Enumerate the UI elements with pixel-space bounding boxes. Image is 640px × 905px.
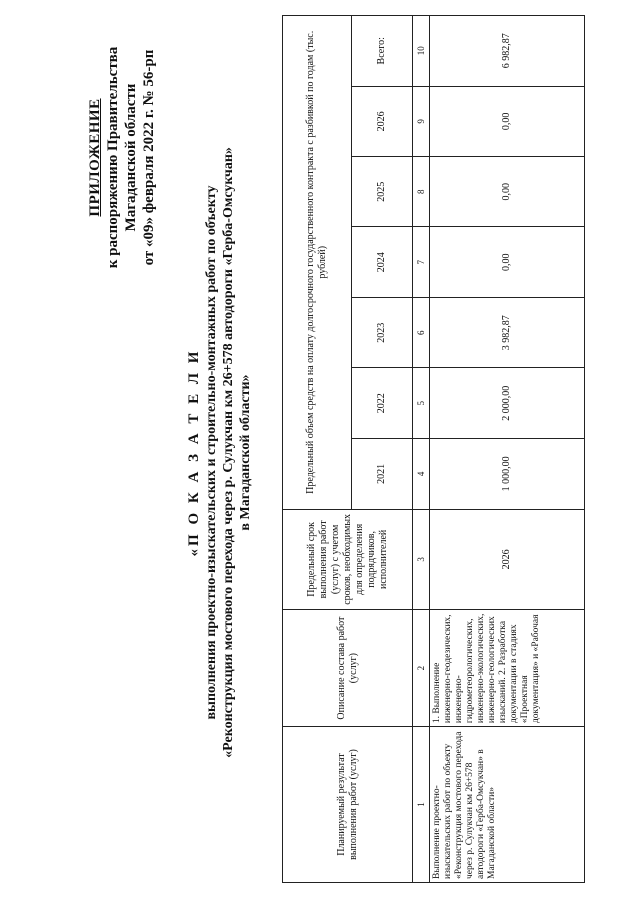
cell-value: 2 000,00 (430, 368, 585, 439)
header-result: Планируемый результат выполнения работ (услуг) (283, 727, 413, 883)
cell-result (430, 727, 585, 883)
column-number: 3 (413, 509, 430, 610)
cell-value: 0,00 (430, 86, 585, 156)
title-line-3: в Магаданской области» (238, 374, 253, 531)
cell-value: 3 982,87 (430, 297, 585, 368)
appendix-block (86, 10, 158, 305)
cell-description (430, 610, 585, 727)
header-year: 2021 (352, 439, 413, 510)
appendix-line-2: Магаданской области (123, 83, 139, 232)
cell-value: 0,00 (430, 227, 585, 297)
column-number: 2 (413, 610, 430, 727)
header-year: 2024 (352, 227, 413, 297)
cell-description-text: 1. Выполнение инженерно-геодезических, инженерно-гидрометеорологических, инженерно-экологических, инженерно-геологических изысканий. 2. Разработка документации в стадиях «Проектная документация» и «Рабочая (432, 613, 541, 724)
column-number: 8 (413, 157, 430, 227)
header-total: Всего: (352, 16, 413, 87)
header-term: Предельный срок выполнения работ (услуг) с учетом сроков, необходимых для определения подрядчиков, исполнителей (283, 509, 413, 610)
cell-term: 2026 (430, 509, 585, 610)
header-year: 2023 (352, 297, 413, 368)
document-title (186, 0, 254, 905)
header-year: 2025 (352, 157, 413, 227)
column-number: 1 (413, 727, 430, 883)
column-number: 5 (413, 368, 430, 439)
indicators-table (282, 15, 585, 883)
column-number: 4 (413, 439, 430, 510)
title-line-1: выполнения проектно-изыскательских и строительно-монтажных работ по объекту (204, 185, 219, 720)
cell-result-text: Выполнение проектно-изыскательских работ по объекту «Реконструкция мостового перехода через р. Сулукчан км 26+578 автодороги «Герба-Омсукчан» в Магаданской области» (432, 731, 497, 879)
table-row (430, 16, 585, 883)
column-number: 6 (413, 297, 430, 368)
appendix-heading: ПРИЛОЖЕНИЕ (87, 98, 103, 217)
cell-value: 1 000,00 (430, 439, 585, 510)
cell-value: 0,00 (430, 157, 585, 227)
cell-total: 6 982,87 (430, 16, 585, 87)
appendix-line-1: к распоряжению Правительства (105, 46, 121, 269)
column-number: 9 (413, 86, 430, 156)
column-number: 10 (413, 16, 430, 87)
column-number: 7 (413, 227, 430, 297)
header-year: 2022 (352, 368, 413, 439)
title-word: «П О К А З А Т Е Л И (186, 348, 202, 557)
title-line-2: «Реконструкция мостового перехода через р. Сулукчан км 26+578 автодороги «Герба-Омсукчан» (221, 147, 236, 758)
header-budget: Предельный объем средств на оплату долгосрочного государственного контракта с разбивкой по годам (тыс. рублей) (283, 16, 352, 510)
header-description: Описание состава работ (услуг) (283, 610, 413, 727)
header-year: 2026 (352, 86, 413, 156)
appendix-line-3: от «09» февраля 2022 г. № 56-рп (141, 49, 157, 266)
